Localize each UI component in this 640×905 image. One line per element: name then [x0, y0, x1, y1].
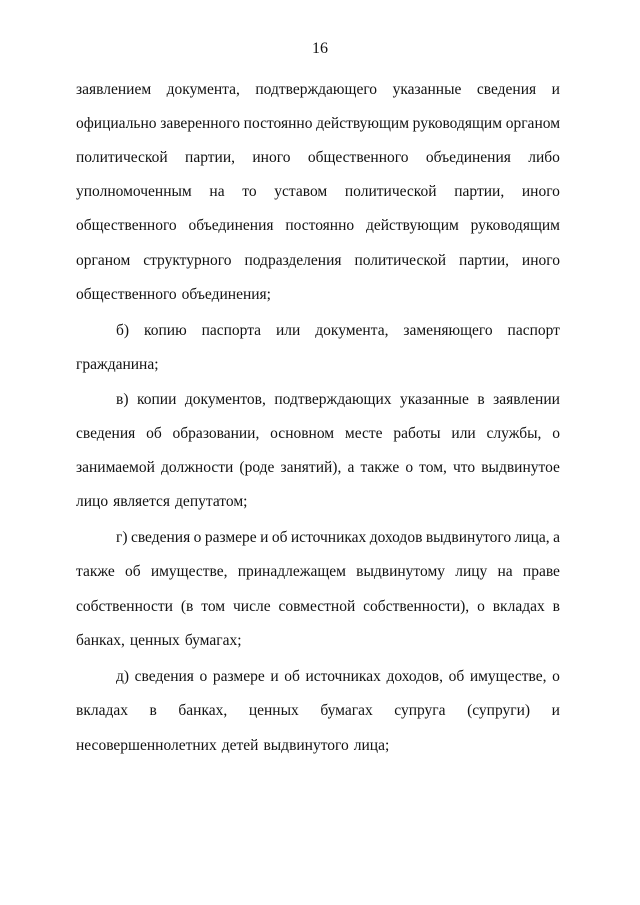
word: иного [521, 183, 560, 200]
word: то [242, 183, 257, 200]
word: доходов [369, 529, 423, 546]
word: также [76, 563, 115, 580]
word: действующим [316, 115, 410, 132]
word: и [551, 702, 560, 719]
word: депутатом; [175, 493, 248, 510]
word: лица; [353, 737, 390, 754]
word: документа, [166, 81, 240, 98]
word: о [405, 459, 414, 476]
word: вкладах [76, 702, 128, 719]
text-line [76, 562, 560, 582]
word: б) [116, 322, 130, 339]
word: сведения [134, 668, 194, 685]
word: числе [233, 598, 271, 615]
word: выдвинутому [356, 563, 446, 580]
text-line [76, 355, 560, 375]
word: уполномоченным [76, 183, 192, 200]
page-number: 16 [312, 40, 328, 57]
word: детей [221, 737, 259, 754]
word: органом [505, 115, 560, 132]
word: принадлежащем [237, 563, 346, 580]
word: иного [252, 149, 291, 166]
word: г) [116, 529, 128, 546]
word: собственности), [363, 598, 470, 615]
word: гражданина; [76, 356, 159, 373]
word: уставом [274, 183, 328, 200]
word: общественного [76, 286, 177, 303]
word: месте [344, 425, 383, 442]
word: иного [521, 252, 560, 269]
text-line [76, 80, 560, 100]
word: источниках [305, 668, 381, 685]
word: на [497, 563, 513, 580]
word: копии [136, 391, 177, 408]
word: (роде [239, 459, 275, 476]
word: об [448, 668, 465, 685]
word: указанные [392, 81, 462, 98]
word: вкладах [492, 598, 545, 615]
word: супруга [394, 702, 446, 719]
word: официально [76, 115, 157, 132]
word: органом [76, 252, 131, 269]
text-line [76, 114, 560, 134]
word: о [199, 668, 208, 685]
text-line [76, 424, 560, 444]
text-line [116, 321, 560, 341]
word: в) [116, 391, 129, 408]
word: в [149, 702, 157, 719]
word: должности [161, 459, 234, 476]
word: действующим [365, 217, 459, 234]
word: ценных [248, 702, 299, 719]
word: документа, [315, 322, 389, 339]
word: политической [344, 183, 437, 200]
word: руководящим [470, 217, 560, 234]
word: бумагах [320, 702, 373, 719]
text-line [116, 528, 560, 548]
word: объединения; [181, 286, 271, 303]
text-line [76, 736, 560, 756]
word: паспорт [507, 322, 560, 339]
word: занятий), [280, 459, 342, 476]
word: подразделения [244, 252, 342, 269]
word: занимаемой [76, 459, 155, 476]
text-line [76, 701, 560, 721]
word: или [451, 425, 476, 442]
word: постоянно [243, 115, 313, 132]
word: и [551, 81, 560, 98]
word: о [552, 668, 560, 685]
text-line [76, 182, 560, 202]
word: подтверждающих [274, 391, 392, 408]
word: партии, [185, 149, 236, 166]
word: заменяющего [403, 322, 493, 339]
word: об [146, 425, 162, 442]
word: службы, [486, 425, 542, 442]
word: структурного [143, 252, 232, 269]
word: сведения [476, 81, 537, 98]
word: копию [143, 322, 187, 339]
word: заверенного [160, 115, 241, 132]
text-line [76, 597, 560, 617]
word: документов, [184, 391, 266, 408]
word: о [477, 598, 485, 615]
word: об [124, 563, 141, 580]
word: объединения [425, 149, 511, 166]
word: политической [354, 252, 447, 269]
word: заявлением [76, 81, 152, 98]
word: размере [204, 529, 257, 546]
text-line [76, 216, 560, 236]
word: д) [116, 668, 130, 685]
word: а [553, 529, 560, 546]
word: банках, [178, 702, 228, 719]
word: указанные [400, 391, 469, 408]
text-line [76, 285, 560, 305]
word: о [193, 529, 202, 546]
text-line [76, 492, 560, 512]
word: источниках [290, 529, 367, 546]
word: об [271, 529, 288, 546]
word: имуществе, [150, 563, 228, 580]
word: политической [76, 149, 168, 166]
word: основном [270, 425, 335, 442]
word: выдвинутого [263, 737, 349, 754]
word: выдвинутого [425, 529, 512, 546]
word: ценных [129, 632, 180, 649]
word: несовершеннолетних [76, 737, 217, 754]
word: праве [522, 563, 560, 580]
word: является [113, 493, 171, 510]
word: совместной [278, 598, 356, 615]
word: сведения [76, 425, 136, 442]
word: и [270, 668, 279, 685]
word: в [552, 598, 560, 615]
word: либо [528, 149, 560, 166]
text-line [76, 631, 560, 651]
word: подтверждающего [255, 81, 378, 98]
word: или [276, 322, 301, 339]
text-line [76, 458, 560, 478]
word: постоянно [285, 217, 355, 234]
text-line [76, 251, 560, 271]
word: (супруги) [467, 702, 531, 719]
word: размере [212, 668, 265, 685]
word: паспорта [201, 322, 262, 339]
word: заявлении [493, 391, 560, 408]
text-line [116, 390, 560, 410]
word: банках, [76, 632, 125, 649]
word: что [453, 459, 476, 476]
word: сведения [130, 529, 191, 546]
word: также [360, 459, 400, 476]
word: том [201, 598, 226, 615]
word: об [284, 668, 300, 685]
word: партии, [459, 252, 509, 269]
text-line [76, 148, 560, 168]
word: (в [180, 598, 194, 615]
word: том, [419, 459, 447, 476]
word: выдвинутое [481, 459, 560, 476]
word: доходов, [386, 668, 443, 685]
word: собственности [76, 598, 173, 615]
word: общественного [76, 217, 177, 234]
text-line [116, 667, 560, 687]
word: общественного [307, 149, 409, 166]
word: лица, [514, 529, 550, 546]
word: партии, [454, 183, 505, 200]
word: работы [393, 425, 441, 442]
word: а [347, 459, 355, 476]
word: объединения [188, 217, 274, 234]
word: лицо [76, 493, 109, 510]
word: на [209, 183, 225, 200]
word: руководящим [412, 115, 503, 132]
word: лицу [455, 563, 488, 580]
word: и [260, 529, 269, 546]
word: образовании, [172, 425, 260, 442]
word: о [552, 425, 560, 442]
word: бумагах; [184, 632, 242, 649]
word: в [477, 391, 485, 408]
word: имуществе, [469, 668, 547, 685]
